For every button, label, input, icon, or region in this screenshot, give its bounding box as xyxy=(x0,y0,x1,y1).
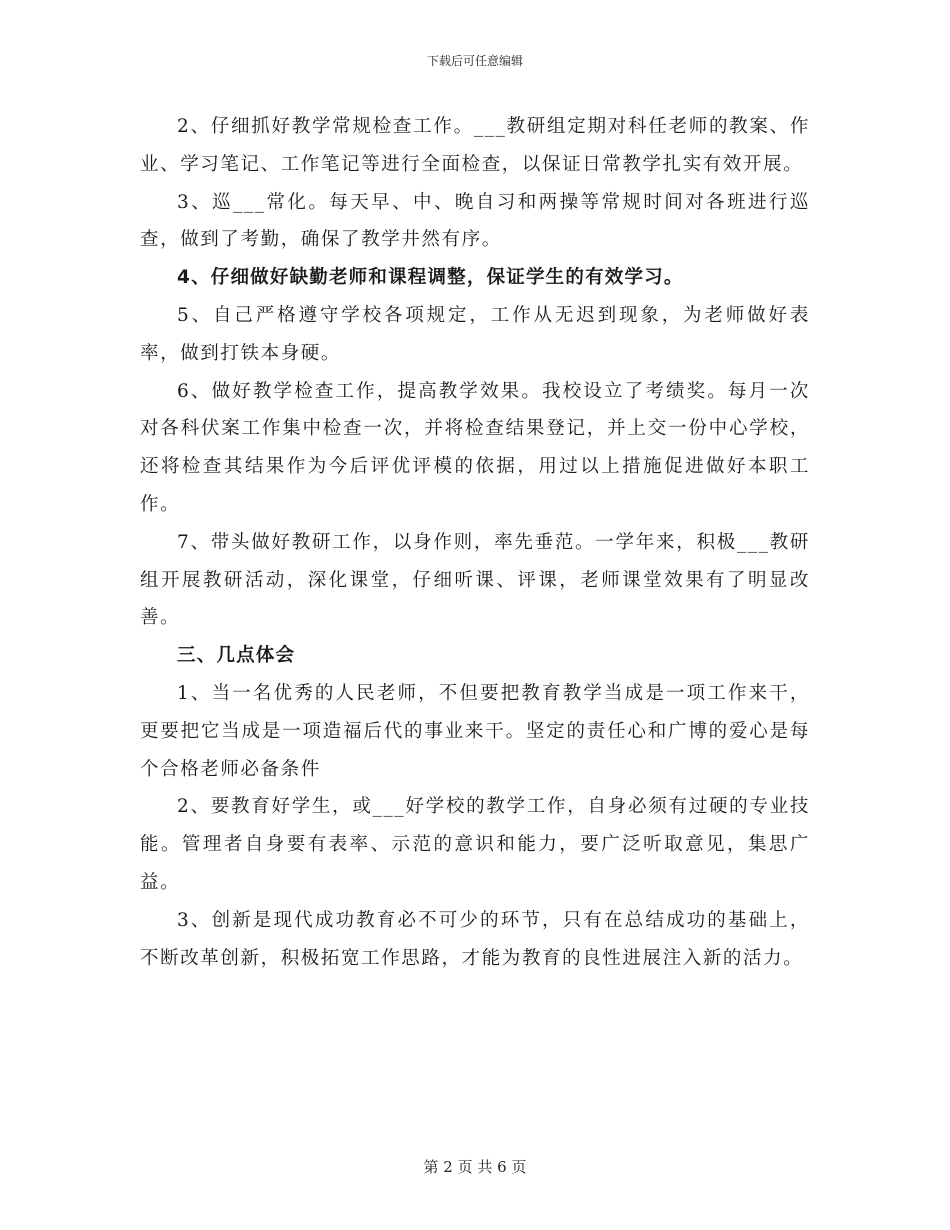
reflection-item-3: 3、创新是现代成功教育必不可少的环节，只有在总结成功的基础上，不断改革创新，积极拓宽工作思路，才能为教育的良性进展注入新的活力。 xyxy=(140,909,810,969)
paragraph-item-3: 3、巡___常化。每天早、中、晚自习和两操等常规时间对各班进行巡查，做到了考勤，确保了教学井然有序。 xyxy=(140,191,810,251)
document-body xyxy=(140,108,810,977)
paragraph-item-7: 7、带头做好教研工作，以身作则，率先垂范。一学年来，积极___教研组开展教研活动，深化课堂，仔细听课、评课，老师课堂效果有了明显改善。 xyxy=(140,531,810,629)
paragraph-item-6: 6、做好教学检查工作，提高教学效果。我校设立了考绩奖。每月一次对各科伏案工作集中检查一次，并将检查结果登记，并上交一份中心学校，还将检查其结果作为今后评优评模的依据，用过以上措施促进做好本职工作。 xyxy=(140,380,810,515)
section-heading-reflections: 三、几点体会 xyxy=(177,645,296,667)
reflection-item-1: 1、当一名优秀的人民老师，不但要把教育教学当成是一项工作来干，更要把它当成是一项造福后代的事业来干。坚定的责任心和广博的爱心是每个合格老师必备条件 xyxy=(140,682,810,780)
paragraph-item-4-heading: 4、仔细做好缺勤老师和课程调整，保证学生的有效学习。 xyxy=(177,267,684,289)
paragraph-item-5: 5、自己严格遵守学校各项规定，工作从无迟到现象，为老师做好表率，做到打铁本身硬。 xyxy=(140,304,810,364)
page-header-note: 下载后可任意编辑 xyxy=(426,54,523,68)
paragraph-item-2: 2、仔细抓好教学常规检查工作。___教研组定期对科任老师的教案、作业、学习笔记、工作笔记等进行全面检查，以保证日常教学扎实有效开展。 xyxy=(140,116,810,175)
page-number-footer: 第 2 页 共 6 页 xyxy=(423,1158,527,1176)
reflection-item-2: 2、要教育好学生，或___好学校的教学工作，自身必须有过硬的专业技能。管理者自身要有表率、示范的意识和能力，要广泛听取意见，集思广益。 xyxy=(140,796,810,893)
